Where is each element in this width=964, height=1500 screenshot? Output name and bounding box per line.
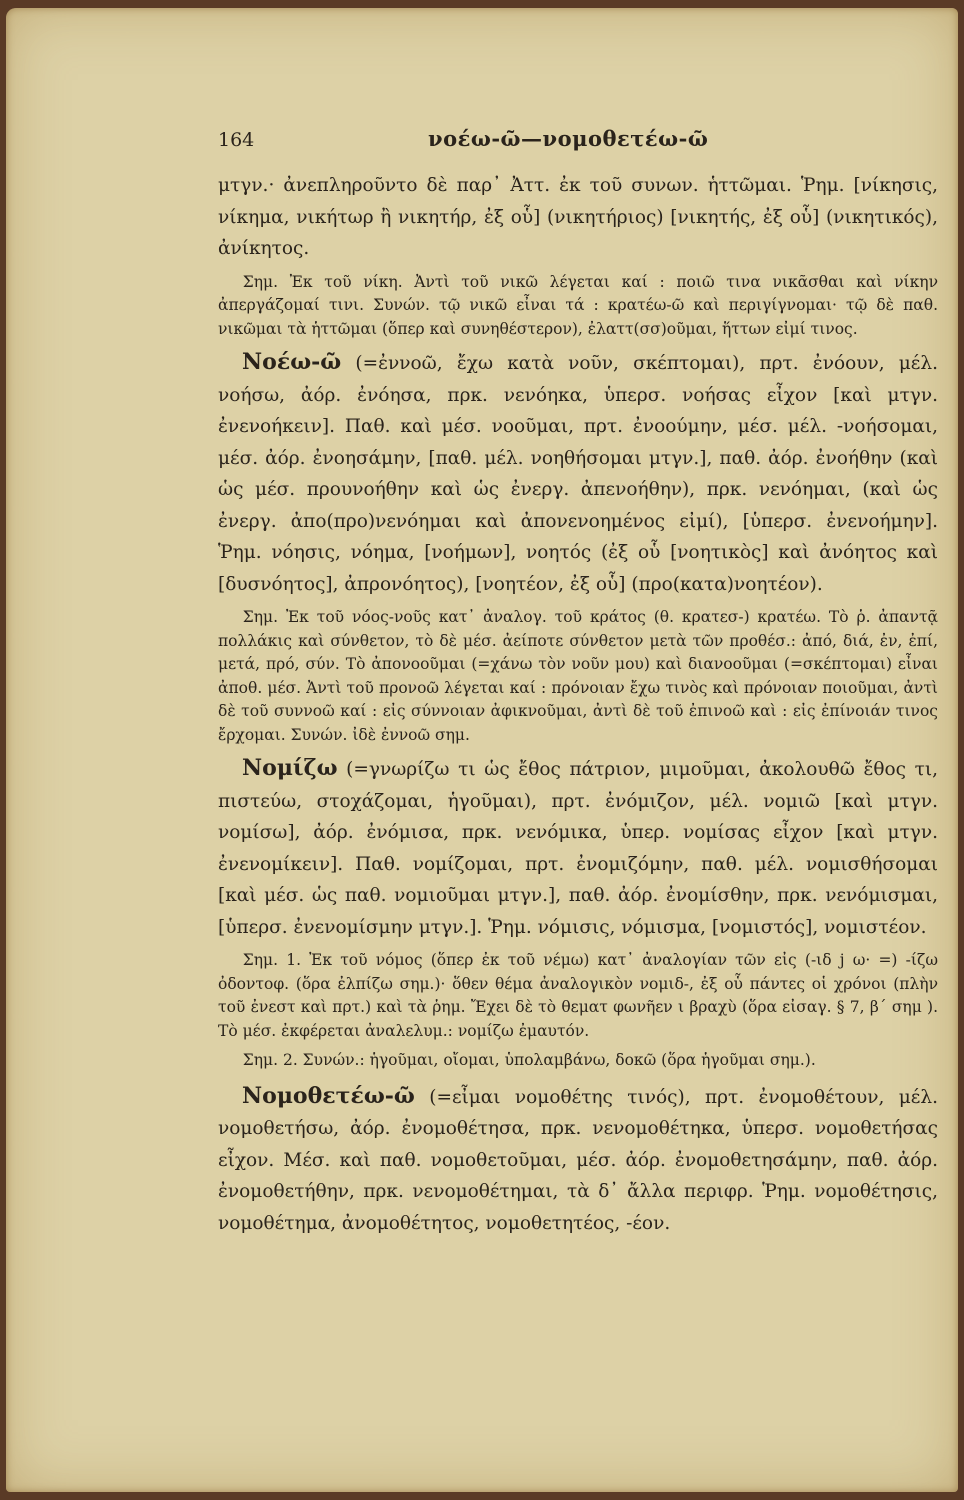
entry-noeo-text: (=ἐννοῶ, ἔχω κατὰ νοῦν, σκέπτομαι), πρτ. ἐνόουν, μέλ. νοήσω, ἀόρ. ἐνόησα, πρκ. νενόηκα, ὑπερσ. νοήσας εἶχον [καὶ μτγν. ἐνενοήκειν]. Παθ. καὶ μέσ. νοοῦμαι, πρτ. ἐνοούμην, μέσ. μέλ. -νοήσομαι, μέσ. ἀόρ. ἐνοησάμην, [παθ. μέλ. νοηθήσομαι μτγν.], παθ. ἀόρ. ἐνοήθην (καὶ ὡς μέσ. προυνοήθην καὶ ὡς ἐνεργ. ἀπενοήθην), πρκ. νενόημαι, (καὶ ὡς ἐνεργ. ἀπο(προ)νενόημαι καὶ ἀπονενοημένος εἰμί), [ὑπερσ. ἐνενοήμην]. Ῥημ. νόησις, νόημα, [νοήμων], νοητός (ἐξ οὗ [νοητικὸς] καὶ ἀνόητος καὶ [δυσνόητος], ἀπρονόητος), [νοητέον, ἐξ οὗ] (προ(κατα)νοητέον).: [218, 353, 938, 595]
page-content: [218, 126, 938, 1239]
paragraph-continuation: μτγν.· ἀνεπληροῦντο δὲ παρ᾿ Ἀττ. ἐκ τοῦ συνων. ἡττῶμαι. Ῥημ. [νίκησις, νίκημα, νικήτωρ ἢ νικητήρ, ἐξ οὗ] (νικητήριος) [νικητής, ἐξ οὗ] (νικητικός), ἀνίκητος.: [218, 175, 938, 259]
note-noeo: Σημ. Ἐκ τοῦ νόος-νοῦς κατ᾿ ἀναλογ. τοῦ κράτος (θ. κρατεσ-) κρατέω. Τὸ ῥ. ἀπαντᾷ πολλάκις καὶ σύνθετον, τὸ δὲ μέσ. ἀείποτε σύνθετον μετὰ τῶν προθέσ.: ἀπό, διά, ἐν, ἐπί, μετά, πρό, σύν. Τὸ ἀπονοοῦμαι (=χάνω τὸν νοῦν μου) καὶ διανοοῦμαι (=σκέπτομαι) εἶναι ἀποθ. μέσ. Ἀντὶ τοῦ προνοῶ λέγεται καί : πρόνοιαν ἔχω τινὸς καὶ πρόνοιαν ποιοῦμαι, ἀντὶ δὲ τοῦ συννοῶ καί : εἰς σύννοιαν ἀφικνοῦμαι, ἀντὶ δὲ τοῦ ἐπινοῶ καὶ : εἰς ἐπίνοιάν τινος ἔρχομαι. Συνών. ἰδὲ ἐννοῶ σημ.: [218, 608, 938, 744]
entry-nomotheteo-text: (=εἶμαι νομοθέτης τινός), πρτ. ἐνομοθέτουν, μέλ. νομοθετήσω, ἀόρ. ἐνομοθέτησα, πρκ. νενομοθέτηκα, ὑπερσ. νομοθετήσας εἶχον. Μέσ. καὶ παθ. νομοθετοῦμαι, μέσ. ἀόρ. ἐνομοθετησάμην, παθ. ἀόρ. ἐνομοθετήθην, πρκ. νενομοθέτημαι, τὰ δ᾿ ἄλλα περιφρ. Ῥημ. νομοθέτησις, νομοθέτημα, ἀνομοθέτητος, νομοθετητέος, -έον.: [218, 1086, 938, 1234]
headword-nomotheteo: Νομοθετέω-ῶ: [242, 1082, 415, 1109]
page-number: 164: [218, 129, 255, 151]
page-header: [218, 126, 938, 170]
headword-nomizo: Νομίζω: [242, 755, 338, 781]
entry-nomizo-text: (=γνωρίζω τι ὡς ἔθος πάτριον, μιμοῦμαι, ἀκολουθῶ ἔθος τι, πιστεύω, στοχάζομαι, ἡγοῦμαι), πρτ. ἐνόμιζον, μέλ. νομιῶ [καὶ μτγν. νομίσω], ἀόρ. ἐνόμισα, πρκ. νενόμικα, ὑπερ. νομίσας εἶχον [καὶ μτγν. ἐνενομίκειν]. Παθ. νομίζομαι, πρτ. ἐνομιζόμην, παθ. μέλ. νομισθήσομαι [καὶ μέσ. ὡς παθ. νομιοῦμαι μτγν.], παθ. ἀόρ. ἐνομίσθην, πρκ. νενόμισμαι, [ὑπερσ. ἐνενομίσμην μτγν.]. Ῥημ. νόμισις, νόμισμα, [νομιστός], νομιστέον.: [218, 759, 938, 938]
note-nomizo-1: Σημ. 1. Ἐκ τοῦ νόμος (ὅπερ ἐκ τοῦ νέμω) κατ᾿ ἀναλογίαν τῶν εἰς (-ιδ j ω· =) -ίζω ὀδοντοφ. (ὅρα ἐλπίζω σημ.)· ὅθεν θέμα ἀναλογικὸν νομιδ-, ἐξ οὗ πάντες οἱ χρόνοι (πλὴν τοῦ ἐνεστ καὶ πρτ.) καὶ τὰ ῥημ. Ἔχει δὲ τὸ θεματ φωνῆεν ι βραχὺ (ὅρα εἰσαγ. § 7, β´ σημ ). Τὸ μέσ. ἐκφέρεται ἀναλελυμ.: νομίζω ἐμαυτόν.: [218, 951, 938, 1040]
note-nikao: Σημ. Ἐκ τοῦ νίκη. Ἀντὶ τοῦ νικῶ λέγεται καί : ποιῶ τινα νικᾶσθαι καὶ νίκην ἀπεργάζομαί τινι. Συνών. τῷ νικῶ εἶναι τά : κρατέω-ῶ καὶ περιγίγνομαι· τῷ δὲ παθ. νικῶμαι τὰ ἡττῶμαι (ὅπερ καὶ συνηθέστερον), ἐλαττ(σσ)οῦμαι, ἥττων εἰμί τινος.: [218, 272, 938, 338]
running-head: νοέω-ῶ—νομοθετέω-ῶ: [428, 126, 709, 151]
book-page: [6, 8, 958, 1492]
note-nomizo-2: Σημ. 2. Συνών.: ἡγοῦμαι, οἴομαι, ὑπολαμβάνω, δοκῶ (ὅρα ἡγοῦμαι σημ.).: [242, 1051, 816, 1069]
entry-nomotheteo: [218, 1081, 938, 1240]
entry-noeo: [218, 347, 938, 600]
headword-noeo: Νοέω-ῶ: [242, 349, 342, 375]
entry-nomizo: [218, 753, 938, 943]
